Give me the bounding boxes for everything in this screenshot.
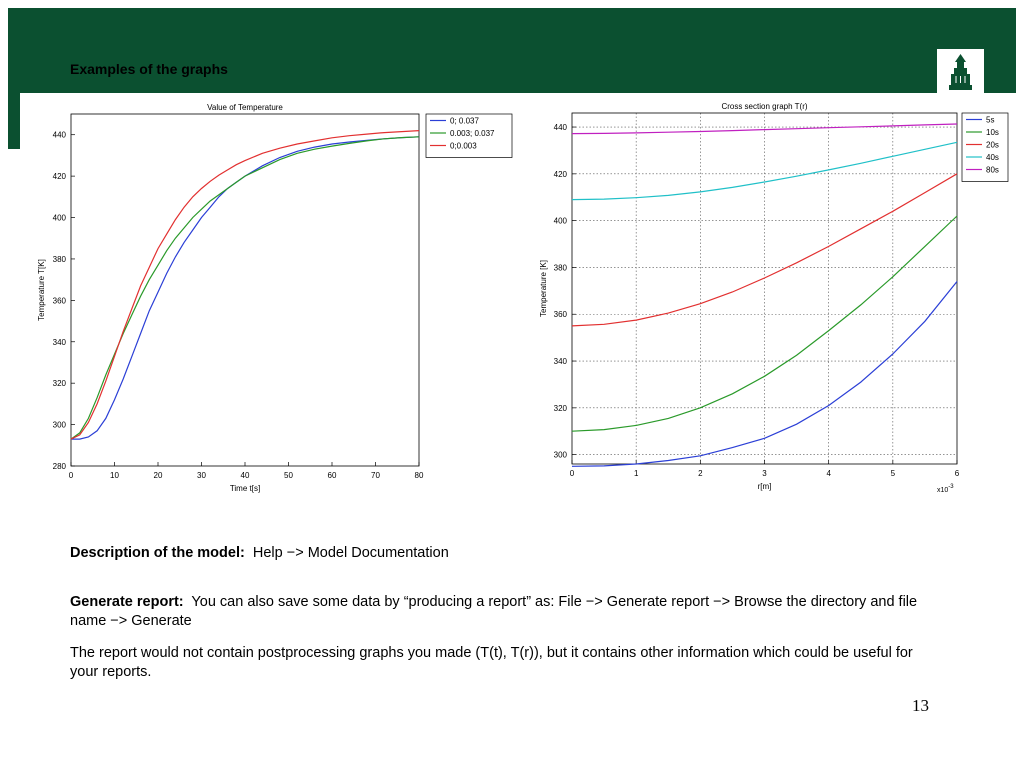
chart1-y-tick-label: 320 <box>52 379 66 389</box>
header-banner <box>8 8 1016 93</box>
chart2-legend-label: 20s <box>986 140 999 150</box>
page-number: 13 <box>912 696 929 715</box>
description-line <box>70 544 449 563</box>
chart1-y-tick-label: 400 <box>52 213 66 223</box>
chart2-x-tick-label: 4 <box>826 469 831 478</box>
chart2-legend-label: 10s <box>986 128 999 137</box>
chart2-y-tick-label: 300 <box>553 450 567 460</box>
chart2-x-tick-label: 3 <box>762 469 767 478</box>
university-logo <box>937 49 984 94</box>
chart2-x-multiplier: x10-3 <box>937 484 954 494</box>
chart-cross-section <box>530 96 1020 506</box>
chart1-x-tick-label: 40 <box>240 471 250 480</box>
chart2-series-line-5 <box>572 124 957 134</box>
chart1-x-tick-label: 0 <box>68 471 74 480</box>
description-label: Description of the model: <box>70 545 245 561</box>
chart1-x-axis-label: Time t[s] <box>229 484 261 493</box>
chart1-x-tick-label: 50 <box>284 471 293 480</box>
slide-title: Examples of the graphs <box>70 61 228 77</box>
chart2-x-tick-label: 0 <box>569 469 575 478</box>
chart2-x-tick-label: 5 <box>890 469 896 478</box>
chart2-title: Cross section graph T(r) <box>721 102 808 111</box>
chart2-y-tick-label: 380 <box>553 263 567 273</box>
chart1-legend-label: 0.003; 0.037 <box>450 129 495 138</box>
chart2-x-tick-label: 1 <box>633 469 639 478</box>
chart1-y-axis-label: Temperature T[K] <box>37 259 46 321</box>
chart2-y-tick-label: 360 <box>553 310 567 320</box>
chart1-x-tick-label: 30 <box>197 471 206 480</box>
chart-temperature-vs-time <box>30 96 520 506</box>
chart2-legend-label: 5s <box>986 115 995 125</box>
chart1-legend-label: 0;0.003 <box>450 141 477 151</box>
note-text: The report would not contain postprocessing graphs you made (T(t), T(r)), but it contains other information which could be useful for your reports. <box>70 645 913 680</box>
chart1-y-tick-label: 300 <box>52 420 66 430</box>
chart2-legend-box <box>962 113 1008 182</box>
chart1-series-line-1 <box>71 137 419 439</box>
report-label: Generate report: <box>70 594 184 610</box>
chart1-x-tick-label: 60 <box>327 471 337 480</box>
chart-cross-section-svg <box>530 96 1020 501</box>
chart1-y-tick-label: 380 <box>52 254 66 264</box>
chart1-y-tick-label: 420 <box>52 172 66 182</box>
chart2-legend-label: 80s <box>986 165 999 175</box>
chart1-plot-frame <box>71 114 419 466</box>
chart1-y-tick-label: 440 <box>52 130 66 140</box>
chart1-x-tick-label: 10 <box>110 471 119 480</box>
chart1-x-tick-label: 20 <box>153 471 163 480</box>
chart1-series-line-2 <box>71 137 419 439</box>
banner-left-strip <box>8 93 20 149</box>
chart2-y-tick-label: 320 <box>553 403 567 413</box>
chart2-x-tick-label: 6 <box>954 469 960 478</box>
chart1-x-tick-label: 70 <box>371 471 380 480</box>
chart2-x-axis-label: r[m] <box>757 482 772 491</box>
description-text: Help −> Model Documentation <box>252 545 449 561</box>
chart2-y-tick-label: 340 <box>553 357 567 367</box>
chart-temperature-vs-time-svg <box>30 96 520 501</box>
tower-logo-icon <box>937 49 984 94</box>
chart2-legend-label: 40s <box>986 153 999 162</box>
chart2-y-tick-label: 420 <box>553 169 567 179</box>
report-line <box>70 593 950 631</box>
chart2-y-tick-label: 400 <box>553 216 567 226</box>
chart1-y-tick-label: 340 <box>52 337 66 347</box>
chart1-title: Value of Temperature <box>207 103 283 112</box>
chart1-series-line-3 <box>71 131 419 440</box>
chart2-y-tick-label: 440 <box>553 123 567 133</box>
chart1-legend-label: 0; 0.037 <box>450 116 479 126</box>
chart1-x-tick-label: 80 <box>414 471 424 480</box>
report-text: You can also save some data by “producing a report” as: File −> Generate report −> Browse the directory and file name −> Generate <box>70 594 918 629</box>
chart2-y-axis-label: Temperature [K] <box>539 260 548 317</box>
chart1-y-tick-label: 360 <box>52 296 66 306</box>
chart2-x-tick-label: 2 <box>698 469 703 478</box>
chart1-y-tick-label: 280 <box>52 462 66 471</box>
